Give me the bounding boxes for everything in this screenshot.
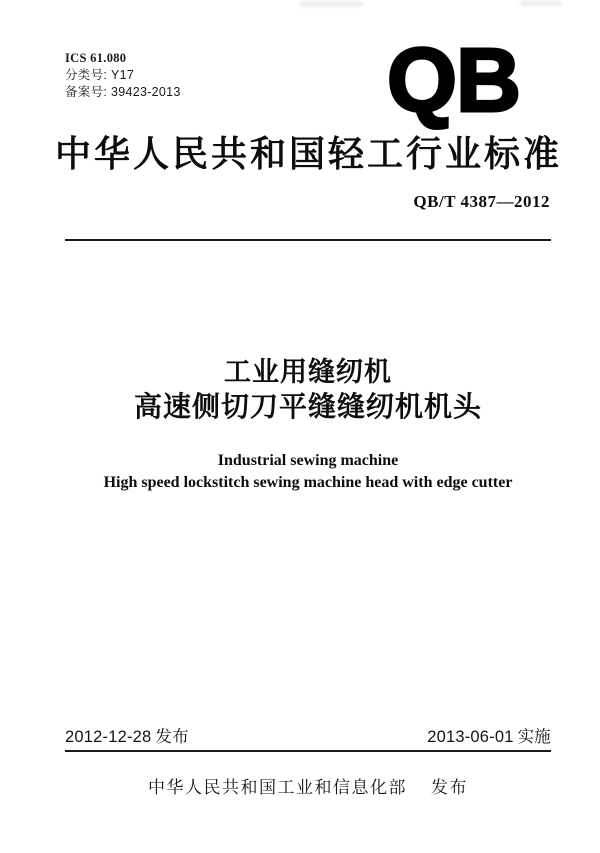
issue-date-label: 发布 [155, 728, 189, 746]
implementation-date-label: 实施 [517, 728, 551, 746]
ics-code: ICS 61.080 [65, 51, 127, 65]
document-title-cn [65, 355, 551, 425]
implementation-date [427, 727, 551, 747]
publish-action-label: 发布 [431, 778, 468, 797]
record-number: 备案号: 39423-2013 [65, 85, 181, 99]
standard-category-title: 中华人民共和国轻工行业标准 [55, 133, 563, 174]
dates-row [65, 727, 551, 747]
implementation-date-value: 2013-06-01 [427, 728, 514, 746]
footer-divider [65, 750, 551, 752]
document-meta-block [65, 50, 181, 101]
scan-artifact [300, 1, 362, 7]
document-title-cn-line2: 高速侧切刀平缝缝纫机机头 [133, 391, 482, 422]
document-title-en [65, 450, 551, 494]
publisher-row [65, 777, 551, 799]
issue-date [65, 727, 189, 747]
standard-code: QB/T 4387—2012 [413, 192, 550, 211]
header-divider [65, 239, 551, 241]
document-title-en-line2: High speed lockstitch sewing machine head with edge cutter [103, 474, 513, 491]
document-title-cn-line1: 工业用缝纫机 [224, 357, 392, 387]
scan-artifact [520, 1, 562, 6]
publisher-name: 中华人民共和国工业和信息化部 [148, 778, 407, 797]
document-title-en-line1: Industrial sewing machine [217, 452, 399, 469]
classification-number: 分类号: Y17 [65, 68, 135, 82]
qb-logo: QB [387, 31, 520, 131]
issue-date-value: 2012-12-28 [65, 728, 152, 746]
